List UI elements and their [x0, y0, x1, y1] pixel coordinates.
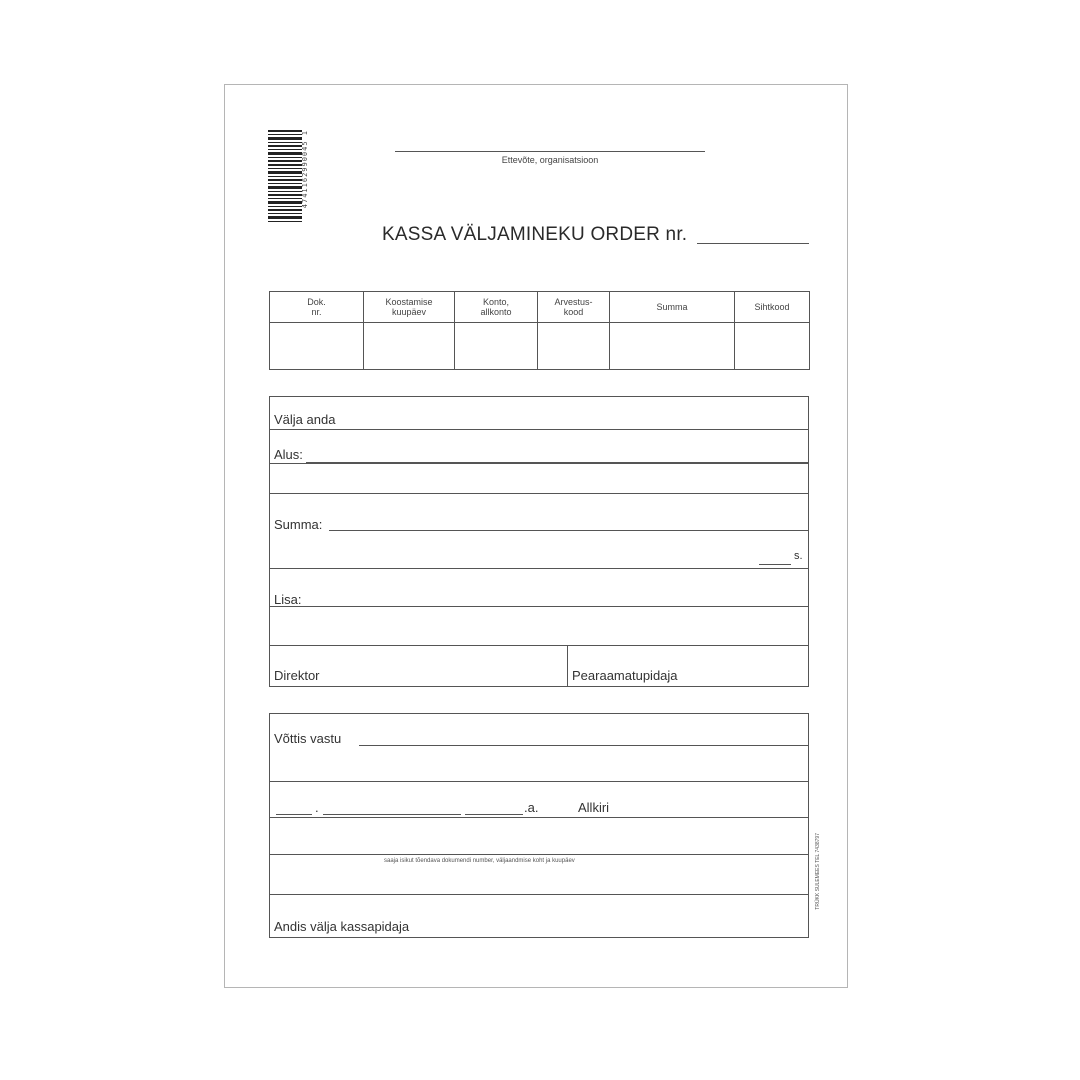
accounting-code-cell[interactable] [538, 323, 610, 370]
date-separator: . [315, 800, 319, 815]
lisa-label: Lisa: [274, 592, 302, 607]
year-suffix: .a. [524, 800, 539, 815]
day-field[interactable] [276, 814, 312, 815]
column-header: Koostamise kuupäev [364, 292, 455, 323]
cashier-label: Andis välja kassapidaja [274, 919, 410, 934]
company-name-line[interactable] [395, 151, 705, 152]
divider [269, 781, 809, 782]
divider [269, 568, 809, 569]
doc-number-cell[interactable] [270, 323, 364, 370]
divider [269, 854, 809, 855]
signature-label: Allkiri [578, 800, 610, 815]
table-row [270, 323, 810, 370]
column-header: Arvestus- kood [538, 292, 610, 323]
divider [567, 645, 568, 687]
codes-table [269, 291, 810, 370]
lisa-field[interactable] [304, 606, 809, 607]
id-document-caption: saaja isikut tõendava dokumendi number, väljaandmise koht ja kuupäev [384, 858, 575, 864]
receipt-section [269, 713, 809, 938]
divider [269, 817, 809, 818]
received-by-field[interactable] [359, 745, 809, 746]
chief-accountant-label: Pearaamatupidaja [572, 668, 678, 683]
codes-table-header-row [270, 292, 810, 323]
payout-section [269, 396, 809, 687]
column-header: Sihtkood [735, 292, 810, 323]
alus-label: Alus: [274, 447, 303, 462]
page-title: KASSA VÄLJAMINEKU ORDER nr. [382, 224, 688, 245]
date-cell[interactable] [364, 323, 455, 370]
month-field[interactable] [323, 814, 461, 815]
target-code-cell[interactable] [735, 323, 810, 370]
received-by-label: Võttis vastu [274, 731, 342, 746]
printer-note: TRÜKK SULEMEES TEL 7438797 [815, 833, 821, 910]
divider [269, 463, 809, 464]
alus-field[interactable] [306, 462, 809, 463]
account-cell[interactable] [455, 323, 538, 370]
director-label: Direktor [274, 668, 320, 683]
column-header: Konto, allkonto [455, 292, 538, 323]
cents-field[interactable] [759, 564, 791, 565]
cents-suffix: s. [794, 550, 803, 562]
divider [269, 429, 809, 430]
summa-label: Summa: [274, 517, 323, 532]
column-header: Summa [610, 292, 735, 323]
barcode-number: 4741162990045 1 [301, 130, 309, 209]
valja-anda-label: Välja anda [274, 412, 336, 427]
amount-cell[interactable] [610, 323, 735, 370]
summa-field[interactable] [329, 530, 809, 531]
column-header: Dok. nr. [270, 292, 364, 323]
barcode [268, 128, 302, 224]
order-number-line[interactable] [697, 243, 809, 244]
divider [269, 645, 809, 646]
year-field[interactable] [465, 814, 523, 815]
divider [269, 493, 809, 494]
company-caption: Ettevõte, organisatsioon [501, 155, 599, 165]
divider [269, 894, 809, 895]
